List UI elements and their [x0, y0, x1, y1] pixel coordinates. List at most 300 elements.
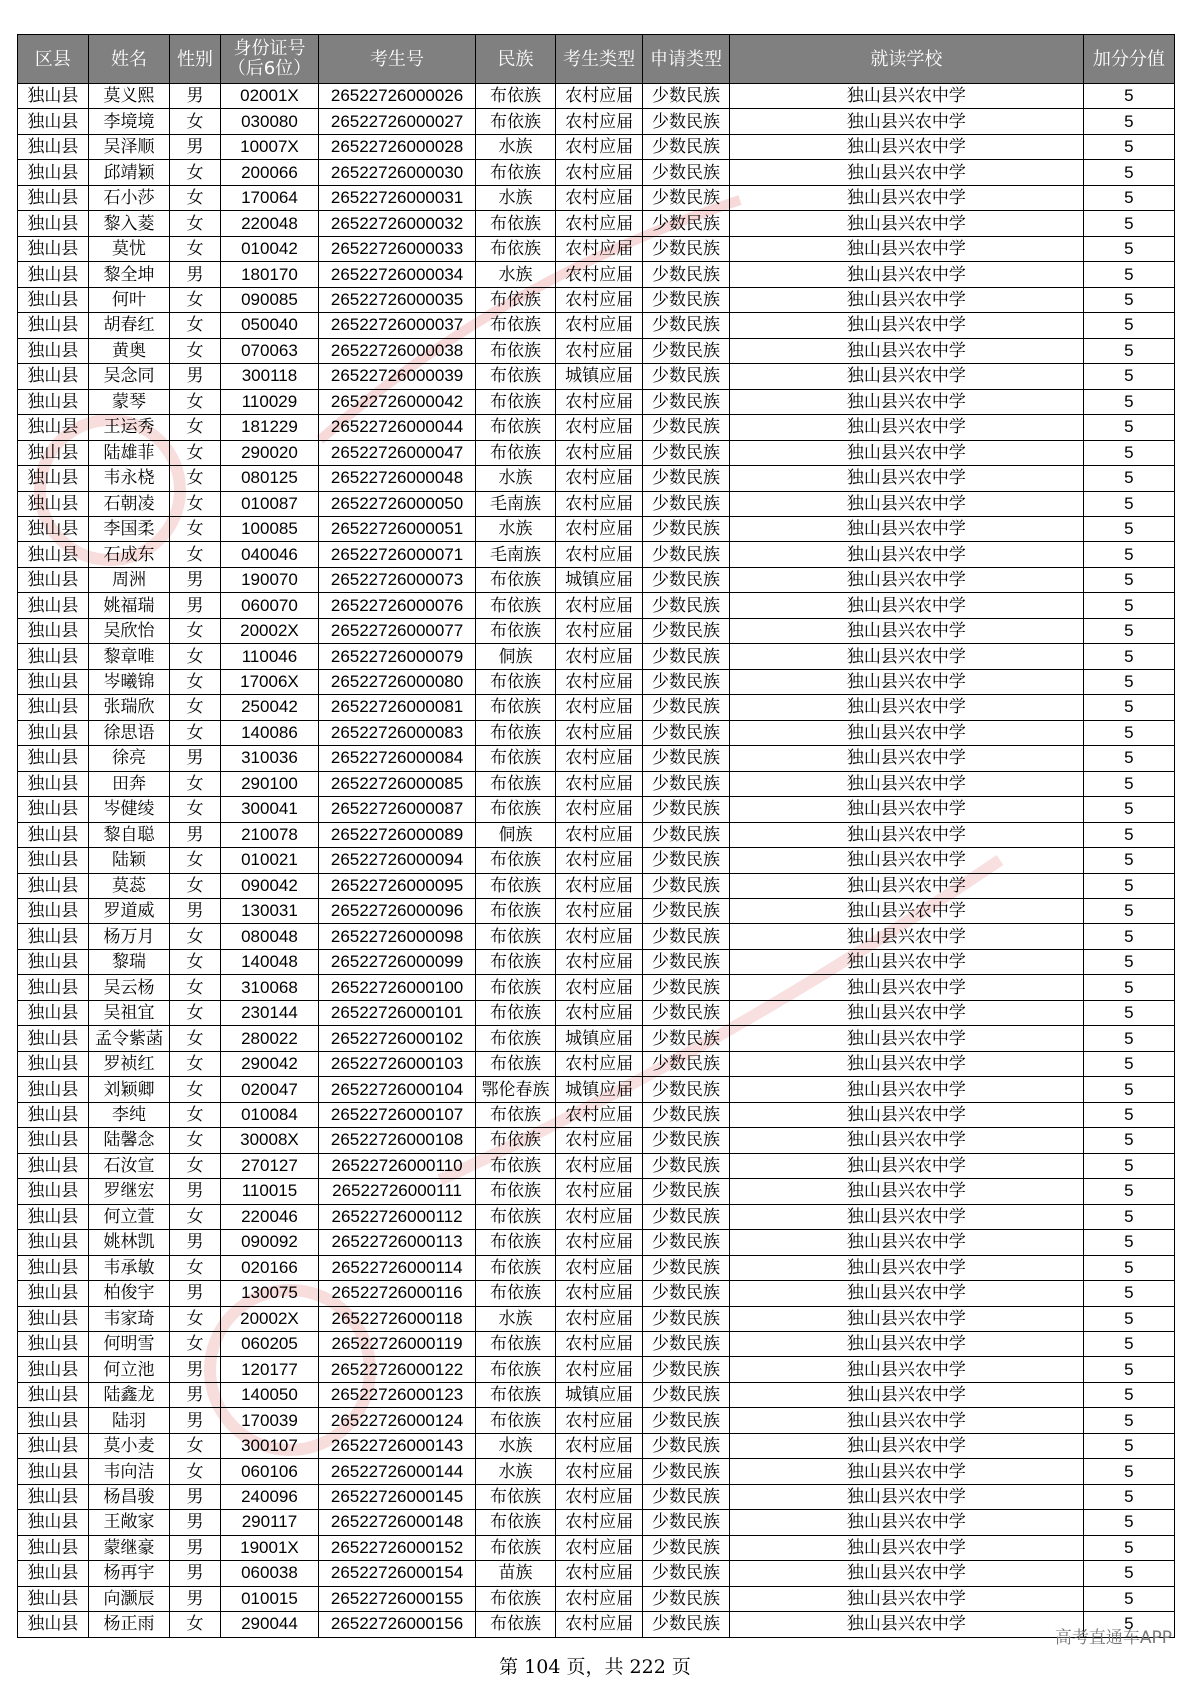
- cell-application-type: 少数民族: [643, 1331, 730, 1356]
- cell-application-type: 少数民族: [643, 848, 730, 873]
- cell-id-last6: 110015: [220, 1179, 319, 1204]
- cell-gender: 女: [170, 797, 220, 822]
- cell-gender: 女: [170, 466, 220, 491]
- cell-candidate-type: 农村应届: [556, 1510, 643, 1535]
- cell-gender: 男: [170, 262, 220, 287]
- cell-application-type: 少数民族: [643, 440, 730, 465]
- cell-gender: 女: [170, 542, 220, 567]
- table-row: [18, 567, 1175, 592]
- cell-name: 陆羽: [88, 1408, 169, 1433]
- cell-id-last6: 181229: [220, 415, 319, 440]
- cell-name: 黎章唯: [88, 644, 169, 669]
- cell-ethnicity: 布依族: [475, 1026, 555, 1051]
- cell-id-last6: 180170: [220, 262, 319, 287]
- cell-school: 独山县兴农中学: [729, 1382, 1083, 1407]
- cell-district: 独山县: [18, 134, 89, 159]
- cell-bonus-points: 5: [1083, 746, 1174, 771]
- cell-id-last6: 220046: [220, 1204, 319, 1229]
- cell-gender: 女: [170, 1026, 220, 1051]
- cell-school: 独山县兴农中学: [729, 1179, 1083, 1204]
- cell-candidate-type: 农村应届: [556, 720, 643, 745]
- cell-candidate-type: 农村应届: [556, 771, 643, 796]
- cell-id-last6: 250042: [220, 695, 319, 720]
- cell-gender: 女: [170, 185, 220, 210]
- header-name: 姓名: [88, 35, 169, 84]
- cell-id-last6: 040046: [220, 542, 319, 567]
- cell-district: 独山县: [18, 466, 89, 491]
- cell-application-type: 少数民族: [643, 1382, 730, 1407]
- table-row: [18, 1612, 1175, 1637]
- cell-name: 陆颖: [88, 848, 169, 873]
- cell-gender: 女: [170, 1433, 220, 1458]
- cell-gender: 男: [170, 1535, 220, 1560]
- cell-school: 独山县兴农中学: [729, 1612, 1083, 1637]
- cell-gender: 男: [170, 1357, 220, 1382]
- cell-ethnicity: 布依族: [475, 848, 555, 873]
- cell-district: 独山县: [18, 771, 89, 796]
- cell-gender: 女: [170, 1255, 220, 1280]
- cell-application-type: 少数民族: [643, 1586, 730, 1611]
- cell-candidate-type: 农村应届: [556, 1230, 643, 1255]
- cell-bonus-points: 5: [1083, 364, 1174, 389]
- cell-gender: 男: [170, 1382, 220, 1407]
- cell-name: 陆雄菲: [88, 440, 169, 465]
- cell-candidate-type: 农村应届: [556, 1331, 643, 1356]
- cell-candidate-type: 农村应届: [556, 1433, 643, 1458]
- cell-name: 杨万月: [88, 924, 169, 949]
- cell-ethnicity: 水族: [475, 134, 555, 159]
- table-row: [18, 720, 1175, 745]
- cell-name: 吴云杨: [88, 975, 169, 1000]
- cell-ethnicity: 布依族: [475, 924, 555, 949]
- cell-name: 王敞家: [88, 1510, 169, 1535]
- cell-school: 独山县兴农中学: [729, 1586, 1083, 1611]
- cell-application-type: 少数民族: [643, 1230, 730, 1255]
- cell-ethnicity: 侗族: [475, 644, 555, 669]
- cell-gender: 女: [170, 440, 220, 465]
- cell-district: 独山县: [18, 1586, 89, 1611]
- cell-exam-number: 26522726000154: [319, 1561, 476, 1586]
- table-row: [18, 1433, 1175, 1458]
- cell-school: 独山县兴农中学: [729, 262, 1083, 287]
- cell-bonus-points: 5: [1083, 1535, 1174, 1560]
- cell-id-last6: 230144: [220, 1000, 319, 1025]
- score-bonus-table: [17, 34, 1175, 1638]
- cell-application-type: 少数民族: [643, 134, 730, 159]
- cell-id-last6: 140050: [220, 1382, 319, 1407]
- table-row: [18, 542, 1175, 567]
- cell-school: 独山县兴农中学: [729, 236, 1083, 261]
- cell-school: 独山县兴农中学: [729, 516, 1083, 541]
- cell-gender: 男: [170, 567, 220, 592]
- cell-name: 莫蕊: [88, 873, 169, 898]
- table-row: [18, 1077, 1175, 1102]
- cell-school: 独山县兴农中学: [729, 695, 1083, 720]
- cell-gender: 女: [170, 1612, 220, 1637]
- cell-school: 独山县兴农中学: [729, 466, 1083, 491]
- cell-ethnicity: 布依族: [475, 1000, 555, 1025]
- cell-application-type: 少数民族: [643, 669, 730, 694]
- cell-exam-number: 26522726000047: [319, 440, 476, 465]
- cell-name: 胡春红: [88, 313, 169, 338]
- cell-candidate-type: 农村应届: [556, 1561, 643, 1586]
- cell-application-type: 少数民族: [643, 287, 730, 312]
- table-row: [18, 364, 1175, 389]
- table-row: [18, 873, 1175, 898]
- cell-name: 罗道威: [88, 899, 169, 924]
- cell-id-last6: 170039: [220, 1408, 319, 1433]
- cell-gender: 女: [170, 1000, 220, 1025]
- cell-exam-number: 26522726000033: [319, 236, 476, 261]
- cell-district: 独山县: [18, 567, 89, 592]
- cell-name: 石朝凌: [88, 491, 169, 516]
- cell-exam-number: 26522726000073: [319, 567, 476, 592]
- cell-exam-number: 26522726000119: [319, 1331, 476, 1356]
- cell-bonus-points: 5: [1083, 720, 1174, 745]
- cell-exam-number: 26522726000100: [319, 975, 476, 1000]
- table-row: [18, 134, 1175, 159]
- cell-district: 独山县: [18, 440, 89, 465]
- cell-school: 独山县兴农中学: [729, 567, 1083, 592]
- cell-application-type: 少数民族: [643, 975, 730, 1000]
- cell-district: 独山县: [18, 160, 89, 185]
- cell-ethnicity: 布依族: [475, 771, 555, 796]
- table-row: [18, 287, 1175, 312]
- cell-application-type: 少数民族: [643, 1408, 730, 1433]
- table-row: [18, 949, 1175, 974]
- cell-school: 独山县兴农中学: [729, 1331, 1083, 1356]
- cell-name: 柏俊宇: [88, 1281, 169, 1306]
- cell-id-last6: 300118: [220, 364, 319, 389]
- cell-school: 独山县兴农中学: [729, 1204, 1083, 1229]
- cell-bonus-points: 5: [1083, 924, 1174, 949]
- cell-candidate-type: 农村应届: [556, 134, 643, 159]
- table-row: [18, 1281, 1175, 1306]
- table-row: [18, 236, 1175, 261]
- cell-exam-number: 26522726000027: [319, 109, 476, 134]
- cell-school: 独山县兴农中学: [729, 618, 1083, 643]
- cell-candidate-type: 农村应届: [556, 1051, 643, 1076]
- cell-name: 莫小麦: [88, 1433, 169, 1458]
- cell-school: 独山县兴农中学: [729, 1357, 1083, 1382]
- cell-id-last6: 290100: [220, 771, 319, 796]
- cell-application-type: 少数民族: [643, 797, 730, 822]
- cell-district: 独山县: [18, 975, 89, 1000]
- cell-ethnicity: 布依族: [475, 1153, 555, 1178]
- cell-bonus-points: 5: [1083, 287, 1174, 312]
- cell-id-last6: 130075: [220, 1281, 319, 1306]
- cell-application-type: 少数民族: [643, 567, 730, 592]
- cell-bonus-points: 5: [1083, 669, 1174, 694]
- cell-name: 石小莎: [88, 185, 169, 210]
- cell-bonus-points: 5: [1083, 1051, 1174, 1076]
- cell-candidate-type: 农村应届: [556, 899, 643, 924]
- cell-application-type: 少数民族: [643, 1281, 730, 1306]
- cell-ethnicity: 布依族: [475, 415, 555, 440]
- cell-bonus-points: 5: [1083, 644, 1174, 669]
- table-row: [18, 899, 1175, 924]
- cell-bonus-points: 5: [1083, 1102, 1174, 1127]
- cell-name: 韦家琦: [88, 1306, 169, 1331]
- cell-application-type: 少数民族: [643, 695, 730, 720]
- cell-bonus-points: 5: [1083, 1204, 1174, 1229]
- cell-candidate-type: 农村应届: [556, 695, 643, 720]
- cell-application-type: 少数民族: [643, 160, 730, 185]
- cell-ethnicity: 布依族: [475, 975, 555, 1000]
- cell-school: 独山县兴农中学: [729, 1051, 1083, 1076]
- cell-bonus-points: 5: [1083, 822, 1174, 847]
- cell-bonus-points: 5: [1083, 1484, 1174, 1509]
- cell-bonus-points: 5: [1083, 1433, 1174, 1458]
- cell-candidate-type: 农村应届: [556, 1204, 643, 1229]
- cell-application-type: 少数民族: [643, 338, 730, 363]
- cell-ethnicity: 水族: [475, 262, 555, 287]
- cell-gender: 女: [170, 1051, 220, 1076]
- cell-candidate-type: 农村应届: [556, 287, 643, 312]
- cell-school: 独山县兴农中学: [729, 1026, 1083, 1051]
- cell-exam-number: 26522726000028: [319, 134, 476, 159]
- cell-ethnicity: 布依族: [475, 1255, 555, 1280]
- cell-candidate-type: 农村应届: [556, 1586, 643, 1611]
- cell-school: 独山县兴农中学: [729, 1128, 1083, 1153]
- cell-candidate-type: 农村应届: [556, 338, 643, 363]
- cell-ethnicity: 布依族: [475, 389, 555, 414]
- cell-name: 徐思语: [88, 720, 169, 745]
- cell-ethnicity: 布依族: [475, 1331, 555, 1356]
- cell-exam-number: 26522726000083: [319, 720, 476, 745]
- table-row: [18, 644, 1175, 669]
- cell-district: 独山县: [18, 1357, 89, 1382]
- cell-candidate-type: 农村应届: [556, 1102, 643, 1127]
- cell-gender: 女: [170, 924, 220, 949]
- table-row: [18, 1153, 1175, 1178]
- cell-name: 韦向洁: [88, 1459, 169, 1484]
- cell-school: 独山县兴农中学: [729, 1535, 1083, 1560]
- cell-bonus-points: 5: [1083, 491, 1174, 516]
- cell-ethnicity: 布依族: [475, 1612, 555, 1637]
- cell-school: 独山县兴农中学: [729, 84, 1083, 109]
- cell-candidate-type: 农村应届: [556, 1459, 643, 1484]
- cell-bonus-points: 5: [1083, 262, 1174, 287]
- cell-name: 莫义熙: [88, 84, 169, 109]
- cell-candidate-type: 农村应届: [556, 1408, 643, 1433]
- cell-application-type: 少数民族: [643, 491, 730, 516]
- cell-ethnicity: 布依族: [475, 364, 555, 389]
- cell-school: 独山县兴农中学: [729, 415, 1083, 440]
- cell-id-last6: 210078: [220, 822, 319, 847]
- cell-school: 独山县兴农中学: [729, 1408, 1083, 1433]
- cell-id-last6: 20002X: [220, 618, 319, 643]
- cell-bonus-points: 5: [1083, 389, 1174, 414]
- cell-ethnicity: 布依族: [475, 1510, 555, 1535]
- cell-application-type: 少数民族: [643, 84, 730, 109]
- cell-district: 独山县: [18, 746, 89, 771]
- cell-name: 陆馨念: [88, 1128, 169, 1153]
- cell-name: 孟令紫菡: [88, 1026, 169, 1051]
- cell-application-type: 少数民族: [643, 262, 730, 287]
- cell-candidate-type: 城镇应届: [556, 1026, 643, 1051]
- cell-name: 李国柔: [88, 516, 169, 541]
- cell-district: 独山县: [18, 1612, 89, 1637]
- cell-application-type: 少数民族: [643, 109, 730, 134]
- cell-gender: 男: [170, 1561, 220, 1586]
- cell-school: 独山县兴农中学: [729, 1433, 1083, 1458]
- table-row: [18, 593, 1175, 618]
- cell-candidate-type: 农村应届: [556, 746, 643, 771]
- cell-candidate-type: 农村应届: [556, 873, 643, 898]
- cell-id-last6: 060070: [220, 593, 319, 618]
- cell-district: 独山县: [18, 313, 89, 338]
- cell-name: 吴泽顺: [88, 134, 169, 159]
- cell-school: 独山县兴农中学: [729, 491, 1083, 516]
- cell-candidate-type: 农村应届: [556, 1612, 643, 1637]
- cell-district: 独山县: [18, 364, 89, 389]
- cell-district: 独山县: [18, 389, 89, 414]
- cell-exam-number: 26522726000042: [319, 389, 476, 414]
- cell-application-type: 少数民族: [643, 1051, 730, 1076]
- table-row: [18, 84, 1175, 109]
- cell-exam-number: 26522726000076: [319, 593, 476, 618]
- cell-district: 独山县: [18, 491, 89, 516]
- table-row: [18, 440, 1175, 465]
- cell-name: 黎入菱: [88, 211, 169, 236]
- cell-candidate-type: 城镇应届: [556, 1382, 643, 1407]
- cell-district: 独山县: [18, 822, 89, 847]
- cell-district: 独山县: [18, 338, 89, 363]
- cell-school: 独山县兴农中学: [729, 109, 1083, 134]
- cell-name: 黎全坤: [88, 262, 169, 287]
- cell-application-type: 少数民族: [643, 949, 730, 974]
- cell-exam-number: 26522726000039: [319, 364, 476, 389]
- cell-ethnicity: 布依族: [475, 695, 555, 720]
- cell-bonus-points: 5: [1083, 848, 1174, 873]
- cell-district: 独山县: [18, 415, 89, 440]
- cell-gender: 男: [170, 1586, 220, 1611]
- table-row: [18, 160, 1175, 185]
- cell-application-type: 少数民族: [643, 1612, 730, 1637]
- cell-ethnicity: 布依族: [475, 1586, 555, 1611]
- cell-candidate-type: 农村应届: [556, 1357, 643, 1382]
- cell-id-last6: 010087: [220, 491, 319, 516]
- cell-ethnicity: 布依族: [475, 1281, 555, 1306]
- table-row: [18, 1382, 1175, 1407]
- table-row: [18, 1408, 1175, 1433]
- cell-application-type: 少数民族: [643, 771, 730, 796]
- cell-exam-number: 26522726000152: [319, 1535, 476, 1560]
- cell-ethnicity: 布依族: [475, 949, 555, 974]
- cell-ethnicity: 水族: [475, 185, 555, 210]
- cell-application-type: 少数民族: [643, 1306, 730, 1331]
- cell-bonus-points: 5: [1083, 1128, 1174, 1153]
- cell-name: 蒙继豪: [88, 1535, 169, 1560]
- cell-school: 独山县兴农中学: [729, 389, 1083, 414]
- cell-district: 独山县: [18, 211, 89, 236]
- table-row: [18, 975, 1175, 1000]
- cell-candidate-type: 城镇应届: [556, 364, 643, 389]
- cell-name: 岑曦锦: [88, 669, 169, 694]
- cell-gender: 女: [170, 160, 220, 185]
- cell-exam-number: 26522726000044: [319, 415, 476, 440]
- cell-exam-number: 26522726000087: [319, 797, 476, 822]
- cell-ethnicity: 布依族: [475, 1484, 555, 1509]
- table-row: [18, 262, 1175, 287]
- cell-bonus-points: 5: [1083, 109, 1174, 134]
- cell-name: 黎瑞: [88, 949, 169, 974]
- table-row: [18, 211, 1175, 236]
- cell-district: 独山县: [18, 262, 89, 287]
- cell-exam-number: 26522726000103: [319, 1051, 476, 1076]
- table-row: [18, 1255, 1175, 1280]
- cell-exam-number: 26522726000098: [319, 924, 476, 949]
- cell-exam-number: 26522726000035: [319, 287, 476, 312]
- cell-ethnicity: 布依族: [475, 211, 555, 236]
- header-ethnicity: 民族: [475, 35, 555, 84]
- table-row: [18, 1102, 1175, 1127]
- cell-district: 独山县: [18, 593, 89, 618]
- cell-school: 独山县兴农中学: [729, 797, 1083, 822]
- cell-exam-number: 26522726000095: [319, 873, 476, 898]
- cell-candidate-type: 城镇应届: [556, 1077, 643, 1102]
- cell-name: 韦永桡: [88, 466, 169, 491]
- cell-district: 独山县: [18, 848, 89, 873]
- cell-candidate-type: 农村应届: [556, 949, 643, 974]
- cell-bonus-points: 5: [1083, 1179, 1174, 1204]
- cell-exam-number: 26522726000038: [319, 338, 476, 363]
- cell-id-last6: 060038: [220, 1561, 319, 1586]
- cell-application-type: 少数民族: [643, 644, 730, 669]
- cell-name: 张瑞欣: [88, 695, 169, 720]
- cell-id-last6: 20002X: [220, 1306, 319, 1331]
- cell-ethnicity: 布依族: [475, 440, 555, 465]
- cell-exam-number: 26522726000081: [319, 695, 476, 720]
- cell-ethnicity: 毛南族: [475, 542, 555, 567]
- table-row: [18, 695, 1175, 720]
- cell-id-last6: 050040: [220, 313, 319, 338]
- cell-district: 独山县: [18, 1535, 89, 1560]
- cell-gender: 女: [170, 338, 220, 363]
- cell-exam-number: 26522726000156: [319, 1612, 476, 1637]
- cell-gender: 女: [170, 313, 220, 338]
- cell-district: 独山县: [18, 1179, 89, 1204]
- cell-school: 独山县兴农中学: [729, 185, 1083, 210]
- cell-gender: 女: [170, 211, 220, 236]
- cell-id-last6: 280022: [220, 1026, 319, 1051]
- cell-gender: 女: [170, 873, 220, 898]
- cell-district: 独山县: [18, 1051, 89, 1076]
- cell-district: 独山县: [18, 1102, 89, 1127]
- cell-candidate-type: 农村应届: [556, 185, 643, 210]
- cell-gender: 女: [170, 236, 220, 261]
- cell-gender: 男: [170, 746, 220, 771]
- cell-bonus-points: 5: [1083, 618, 1174, 643]
- cell-id-last6: 30008X: [220, 1128, 319, 1153]
- cell-name: 周洲: [88, 567, 169, 592]
- cell-application-type: 少数民族: [643, 1357, 730, 1382]
- table-row: [18, 1204, 1175, 1229]
- cell-application-type: 少数民族: [643, 720, 730, 745]
- cell-exam-number: 26522726000104: [319, 1077, 476, 1102]
- cell-district: 独山县: [18, 899, 89, 924]
- cell-id-last6: 310068: [220, 975, 319, 1000]
- cell-name: 李纯: [88, 1102, 169, 1127]
- cell-candidate-type: 农村应届: [556, 822, 643, 847]
- cell-gender: 女: [170, 1077, 220, 1102]
- cell-exam-number: 26522726000155: [319, 1586, 476, 1611]
- cell-name: 李境境: [88, 109, 169, 134]
- cell-district: 独山县: [18, 287, 89, 312]
- cell-ethnicity: 布依族: [475, 313, 555, 338]
- cell-application-type: 少数民族: [643, 899, 730, 924]
